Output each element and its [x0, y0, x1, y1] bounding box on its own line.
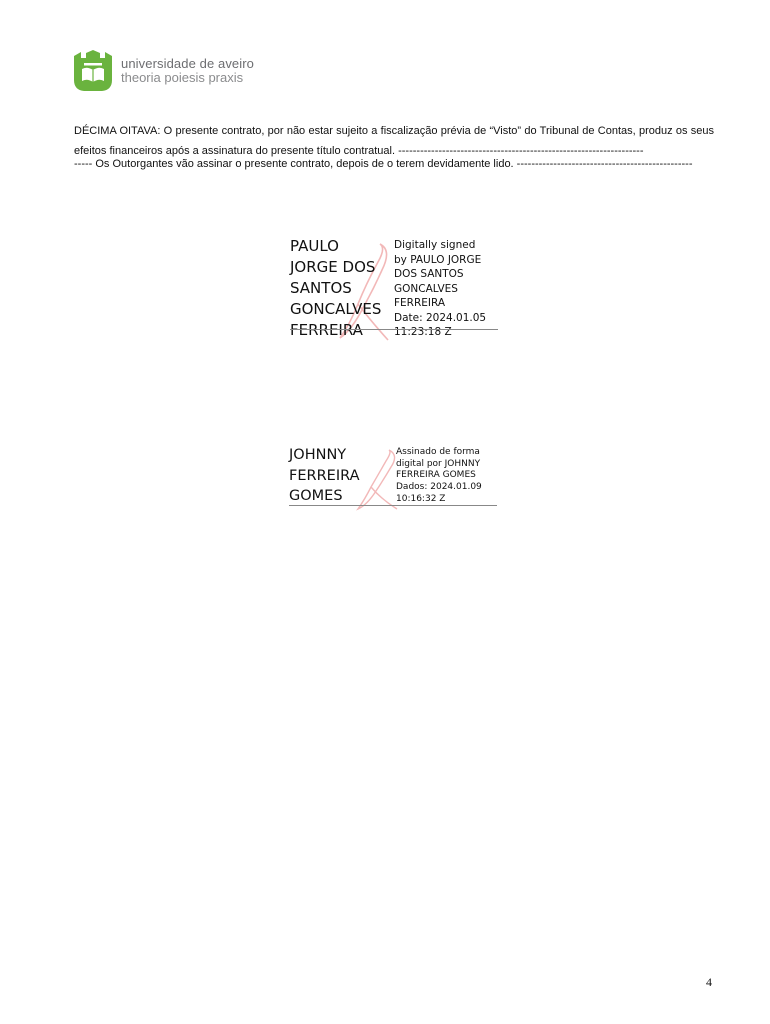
- signature-details: [396, 447, 482, 506]
- university-crest-icon: [72, 50, 114, 92]
- logo-name: universidade de aveiro: [121, 56, 255, 71]
- signature-detail-line: digital por JOHNNY: [396, 458, 481, 469]
- signer-name-line: PAULO: [290, 237, 339, 255]
- university-logo: [72, 50, 254, 92]
- digital-signature-block[interactable]: [289, 445, 499, 511]
- signer-name-line: GOMES: [289, 488, 343, 504]
- signature-detail-line: Assinado de forma: [396, 447, 480, 457]
- logo-motto: theoria poiesis praxis: [121, 70, 244, 85]
- signature-detail-line: by PAULO JORGE: [394, 253, 482, 266]
- signature-detail-line: 11:23:18 Z: [394, 326, 452, 338]
- signature-detail-line: Digitally signed: [394, 239, 476, 251]
- signer-name-line: FERREIRA: [290, 321, 363, 339]
- signature-detail-line: GONCALVES: [394, 282, 458, 295]
- signer-name-line: FERREIRA: [289, 467, 360, 484]
- signer-name: [290, 236, 381, 341]
- signature-detail-line: Dados: 2024.01.09: [396, 482, 482, 493]
- signer-name-line: JORGE DOS: [290, 258, 376, 276]
- signature-details: [394, 238, 486, 340]
- signer-name-line: SANTOS: [290, 279, 352, 297]
- signer-name-line: JOHNNY: [289, 447, 347, 463]
- signer-name: [289, 445, 360, 507]
- signature-line: [290, 329, 498, 330]
- signature-detail-line: DOS SANTOS: [394, 268, 464, 280]
- digital-signature-block[interactable]: [290, 236, 500, 342]
- signature-line: [289, 505, 497, 506]
- signature-detail-line: 10:16:32 Z: [396, 493, 446, 504]
- signing-statement: ----- Os Outorgantes vão assinar o presente contrato, depois de o terem devidamente lido. ------------------------------------------------: [74, 158, 693, 170]
- signer-name-line: GONCALVES: [290, 300, 382, 318]
- clause-paragraph: DÉCIMA OITAVA: O presente contrato, por não estar sujeito a fiscalização prévia de “Visto” do Tribunal de Contas, produz os seus efeitos financeiros após a assinatura do presente título contratual. -------------------------------------------------------------------: [74, 125, 714, 157]
- signature-detail-line: FERREIRA GOMES: [396, 470, 476, 481]
- signature-detail-line: Date: 2024.01.05: [394, 311, 487, 324]
- page-number: 4: [706, 975, 712, 989]
- signature-detail-line: FERREIRA: [394, 297, 446, 309]
